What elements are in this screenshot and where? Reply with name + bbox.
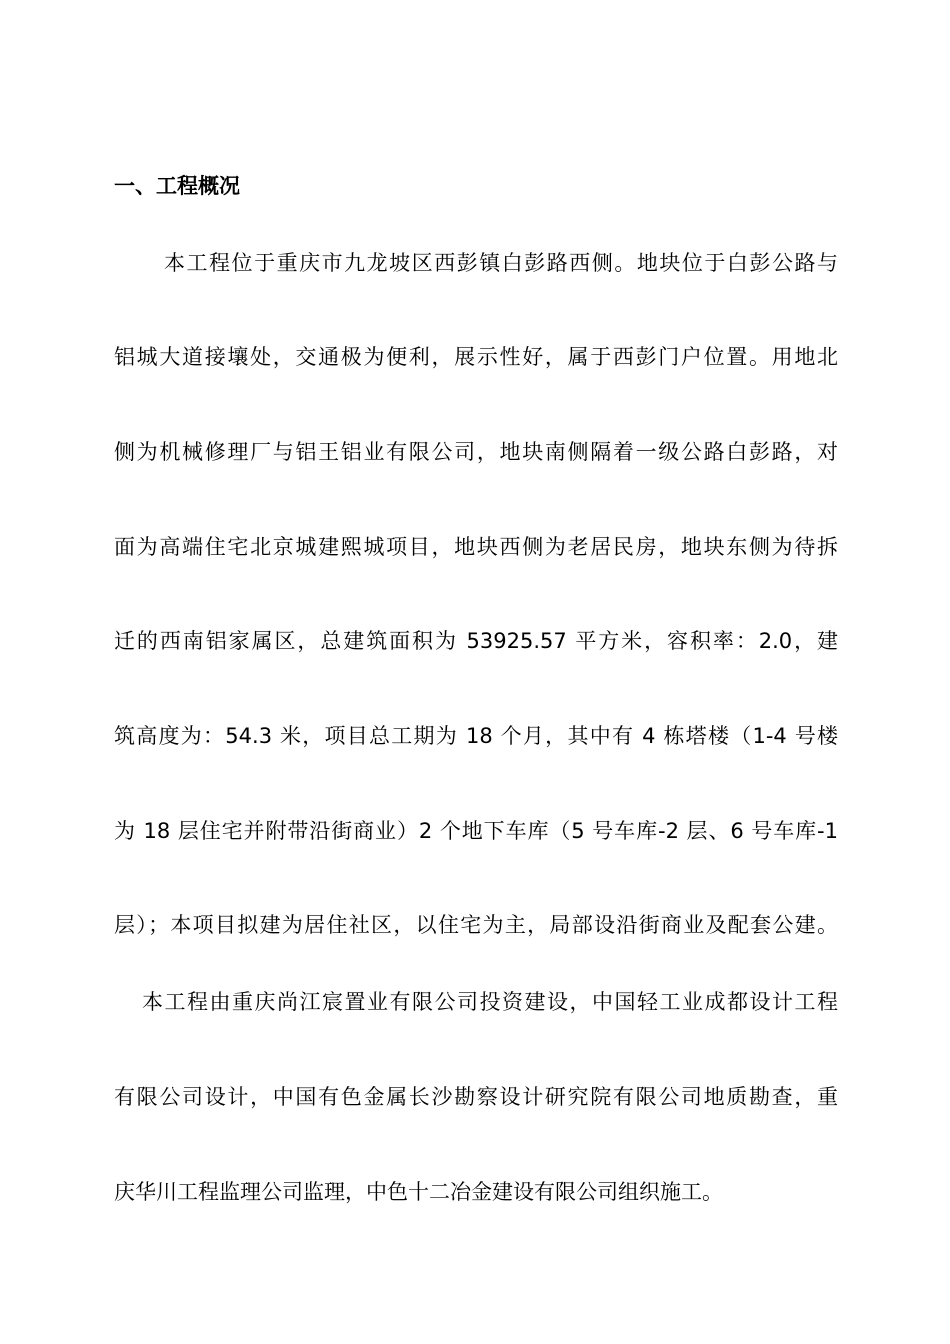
paragraph-line: 铝城大道接壤处，交通极为便利，展示性好，属于西彭门户位置。用地北 [114, 345, 838, 369]
paragraph-line: 层）；本项目拟建为居住社区，以住宅为主，局部设沿街商业及配套公建。 [114, 913, 838, 937]
paragraph-line: 有限公司设计，中国有色金属长沙勘察设计研究院有限公司地质勘查，重 [114, 1085, 838, 1109]
section-heading: 一、工程概况 [114, 174, 240, 198]
paragraph-line: 迁的西南铝家属区，总建筑面积为 53925.57 平方米，容积率：2.0，建 [114, 629, 838, 653]
paragraph-line: 筑高度为：54.3 米，项目总工期为 18 个月，其中有 4 栋塔楼（1-4 号楼 [114, 724, 838, 748]
paragraph-line: 为 18 层住宅并附带沿街商业）2 个地下车库（5 号车库-2 层、6 号车库-1 [114, 819, 838, 843]
paragraph-line: 侧为机械修理厂与铝王铝业有限公司，地块南侧隔着一级公路白彭路，对 [114, 440, 838, 464]
paragraph-line: 本工程由重庆尚江宸置业有限公司投资建设，中国轻工业成都设计工程 [142, 990, 838, 1014]
paragraph-line: 庆华川工程监理公司监理，中色十二冶金建设有限公司组织施工。 [114, 1180, 723, 1204]
paragraph-line: 面为高端住宅北京城建熙城项目，地块西侧为老居民房，地块东侧为待拆 [114, 535, 838, 559]
paragraph-line: 本工程位于重庆市九龙坡区西彭镇白彭路西侧。地块位于白彭公路与 [164, 251, 838, 275]
